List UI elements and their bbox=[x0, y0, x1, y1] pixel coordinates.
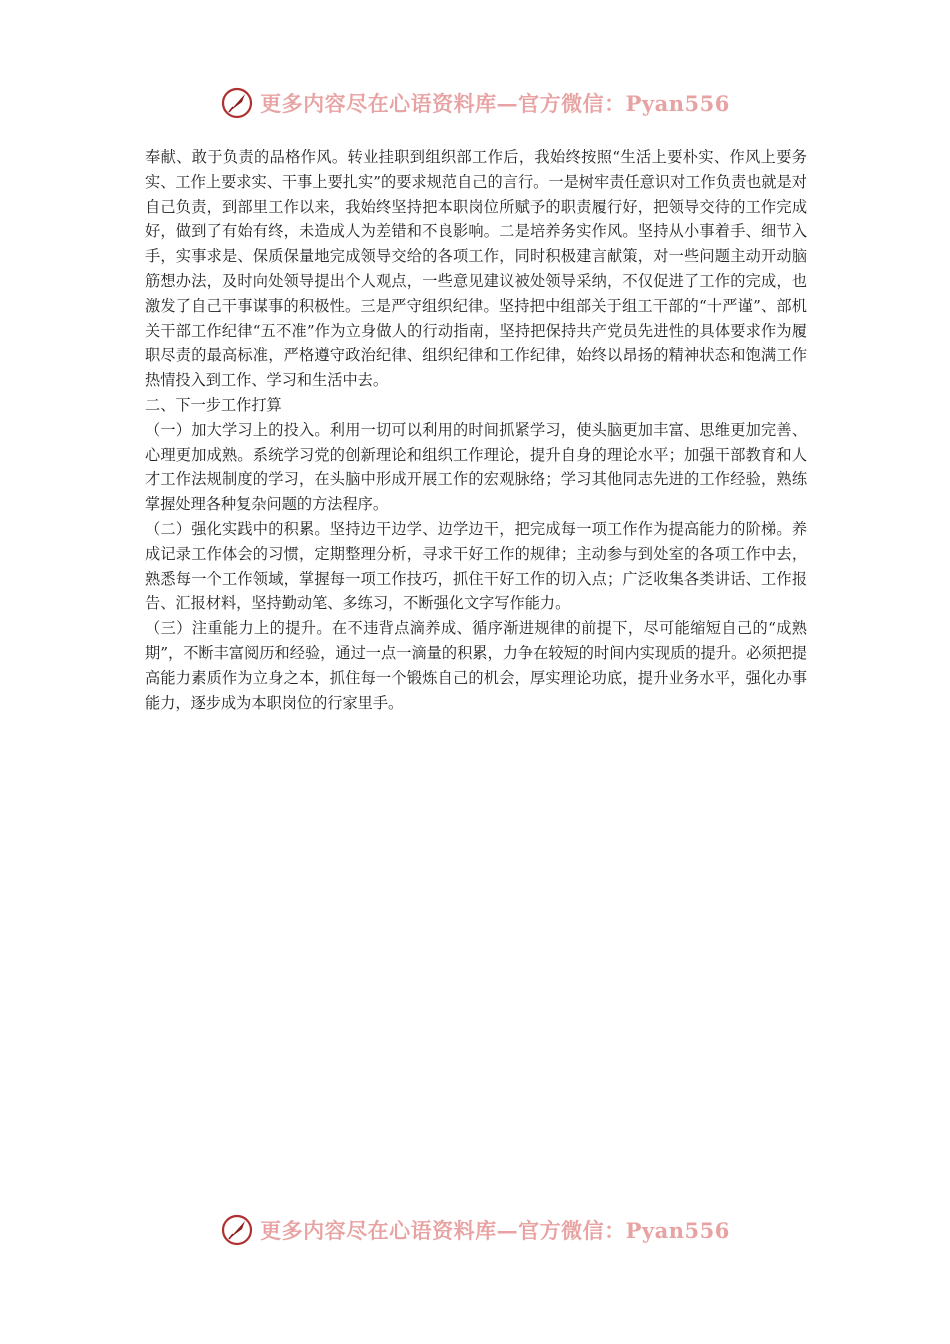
section-heading-next-steps: 二、下一步工作打算 bbox=[145, 395, 282, 414]
paragraph-practice: （二）强化实践中的积累。坚持边干边学、边学边干，把完成每一项工作作为提高能力的阶梯。养成记录工作体会的习惯，定期整理分析，寻求干好工作的规律；主动参与到处室的各项工作中去，熟悉每一个工作领域，掌握每一项工作技巧，抓住干好工作的切入点；广泛收集各类讲话、工作报告、汇报材料，坚持勤动笔、多练习，不断强化文字写作能力。 bbox=[145, 519, 807, 613]
quill-pen-in-circle-icon bbox=[220, 1213, 254, 1247]
footer-banner bbox=[0, 1213, 950, 1247]
paragraph-ability: （三）注重能力上的提升。在不违背点滴养成、循序渐进规律的前提下，尽可能缩短自己的“成熟期”，不断丰富阅历和经验，通过一点一滴量的积累，力争在较短的时间内实现质的提升。必须把提高能力素质作为立身之本，抓住每一个锻炼自己的机会，厚实理论功底，提升业务水平，强化办事能力，逐步成为本职岗位的行家里手。 bbox=[145, 619, 807, 712]
quill-pen-in-circle-icon bbox=[220, 86, 254, 120]
paragraph-continuation: 奉献、敢于负责的品格作风。转业挂职到组织部工作后，我始终按照“生活上要朴实、作风上要务实、工作上要求实、干事上要扎实”的要求规范自己的言行。一是树牢责任意识对工作负责也就是对自己负责，到部里工作以来，我始终坚持把本职岗位所赋予的职责履行好，把领导交待的工作完成好，做到了有始有终，未造成人为差错和不良影响。二是培养务实作风。坚持从小事着手、细节入手，实事求是、保质保量地完成领导交给的各项工作，同时积极建言献策，对一些问题主动开动脑筋想办法，及时向处领导提出个人观点，一些意见建议被处领导采纳，不仅促进了工作的完成，也激发了自己干事谋事的积极性。三是严守组织纪律。坚持把中组部关于组工干部的“十严谨”、部机关干部工作纪律“五不准”作为立身做人的行动指南，坚持把保持共产党员先进性的具体要求作为履职尽责的最高标准，严格遵守政治纪律、组织纪律和工作纪律，始终以昂扬的精神状态和饱满工作热情投入到工作、学习和生活中去。 bbox=[145, 148, 807, 390]
document-body bbox=[145, 145, 807, 715]
header-banner bbox=[0, 86, 950, 120]
paragraph-study: （一）加大学习上的投入。利用一切可以利用的时间抓紧学习，使头脑更加丰富、思维更加完善、心理更加成熟。系统学习党的创新理论和组织工作理论，提升自身的理论水平；加强干部教育和人才工作法规制度的学习，在头脑中形成开展工作的宏观脉络；学习其他同志先进的工作经验，熟练掌握处理各种复杂问题的方法程序。 bbox=[145, 420, 807, 514]
footer-banner-text: 更多内容尽在心语资料库—官方微信：Pyan556 bbox=[260, 1218, 730, 1243]
header-banner-text: 更多内容尽在心语资料库—官方微信：Pyan556 bbox=[260, 91, 730, 116]
